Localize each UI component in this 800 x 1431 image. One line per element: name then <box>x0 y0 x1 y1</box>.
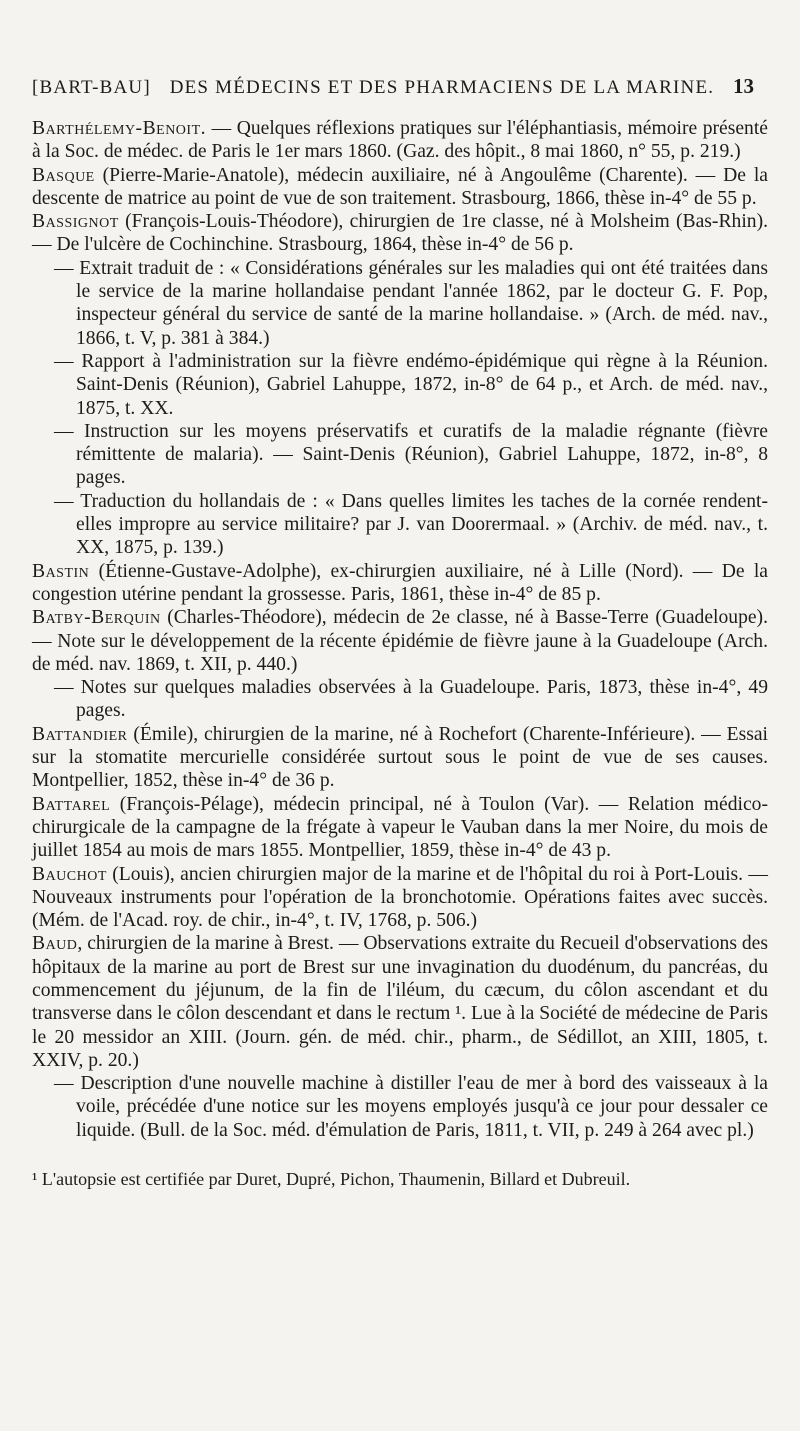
entry-text: (Louis), ancien chirurgien major de la marine et de l'hôpital du roi à Port-Louis. — Nouveaux instruments pour l'opération de la bronchotomie. Opérations faites avec succès. (Mém. de l'Acad. roy. de chir., in-4°, t. IV, 1768, p. 506.) <box>32 863 768 932</box>
bibliography-entry <box>32 863 768 933</box>
entry-text: (François-Pélage), médecin principal, né à Toulon (Var). — Relation médico-chirurgicale de la campagne de la frégate à vapeur le Vauban dans la mer Noire, du mois de juillet 1854 au mois de mars 1855. Montpellier, 1859, thèse in-4° de 43 p. <box>32 793 768 862</box>
entry-text: — Description d'une nouvelle machine à distiller l'eau de mer à bord des vaisseaux à la voile, précédée d'une notice sur les moyens employés jusqu'à ce jour pour dessaler ce liquide. (Bull. de la Soc. méd. d'émulation de Paris, 1811, t. VII, p. 249 à 264 avec pl.) <box>54 1073 768 1141</box>
entry-text: (Émile), chirurgien de la marine, né à Rochefort (Charente-Inférieure). — Essai sur la stomatite mercurielle considérée surtout sous le point de vue de ses causes. Montpellier, 1852, thèse in-4° de 36 p. <box>32 723 768 792</box>
entry-text: — Instruction sur les moyens préservatifs et curatifs de la maladie régnante (fièvre rémittente de malaria). — Saint-Denis (Réunion), Gabriel Lahuppe, 1872, in-8°, 8 pages. <box>54 420 768 489</box>
entry-text: (Pierre-Marie-Anatole), médecin auxiliaire, né à Angoulême (Charente). — De la descente de matrice au point de vue de son traitement. Strasbourg, 1866, thèse in-4° de 55 p. <box>32 164 768 209</box>
entry-headword: Barthélemy-Benoit. <box>32 118 207 139</box>
entry-headword: Bastin <box>32 560 90 582</box>
bibliography-entry <box>32 793 768 863</box>
bibliography-entry <box>32 606 768 676</box>
bibliography-entry <box>54 350 768 420</box>
bibliography-entry <box>54 676 768 723</box>
entry-text: (Étienne-Gustave-Adolphe), ex-chirurgien auxiliaire, né à Lille (Nord). — De la congestion utérine pendant la grossesse. Paris, 1861, thèse in-4° de 85 p. <box>32 560 768 605</box>
bibliography-entry <box>32 164 768 211</box>
running-head <box>32 74 768 99</box>
entry-headword: Battandier <box>32 723 128 745</box>
entry-text: — Rapport à l'administration sur la fièvre endémo-épidémique qui règne à la Réunion. Saint-Denis (Réunion), Gabriel Lahuppe, 1872, in-8° de 64 p., et Arch. de méd. nav., 1875, t. XX. <box>54 350 768 419</box>
entry-list <box>32 117 768 1142</box>
entry-headword: Bassignot <box>32 211 119 233</box>
bibliography-entry <box>54 257 768 350</box>
bibliography-entry <box>32 723 768 793</box>
footnote: ¹ L'autopsie est certifiée par Duret, Dupré, Pichon, Thaumenin, Billard et Dubreuil. <box>32 1169 631 1190</box>
entry-text: — Quelques réflexions pratiques sur l'éléphantiasis, mémoire présenté à la Soc. de médec. de Paris le 1er mars 1860. (Gaz. des hôpit., 8 mai 1860, n° 55, p. 219.) <box>32 118 768 163</box>
bibliography-entry <box>54 420 768 490</box>
bibliography-entry <box>32 117 768 164</box>
page-number: 13 <box>733 74 754 98</box>
bibliography-entry <box>54 490 768 560</box>
entry-headword: Bauchot <box>32 863 107 885</box>
bibliography-entry <box>32 210 768 257</box>
entry-text: (François-Louis-Théodore), chirurgien de 1re classe, né à Molsheim (Bas-Rhin). — De l'ulcère de Cochinchine. Strasbourg, 1864, thèse in-4° de 56 p. <box>32 211 768 256</box>
running-head-title: DES MÉDECINS ET DES PHARMACIENS DE LA MARINE. <box>169 77 715 98</box>
entry-text: — Traduction du hollandais de : « Dans quelles limites les taches de la cornée rendent-elles impropre au service militaire? par J. van Doorermaal. » (Archiv. de méd. nav., t. XX, 1875, p. 139.) <box>54 490 768 559</box>
entry-headword: Basque <box>32 164 95 186</box>
bibliography-entry <box>32 932 768 1072</box>
bibliography-entry <box>54 1072 768 1142</box>
entry-text: — Notes sur quelques maladies observées à la Guadeloupe. Paris, 1873, thèse in-4°, 49 pages. <box>54 677 768 722</box>
entry-text: (Charles-Théodore), médecin de 2e classe, né à Basse-Terre (Guadeloupe). — Note sur le développement de la récente épidémie de fièvre jaune à la Guadeloupe (Arch. de méd. nav. 1869, t. XII, p. 440.) <box>32 607 768 675</box>
entry-headword: Battarel <box>32 793 111 815</box>
entry-headword: Batby-Berquin <box>32 607 161 629</box>
bibliography-entry <box>32 560 768 607</box>
entry-text: — Extrait traduit de : « Considérations générales sur les maladies qui ont été traitées dans le service de la marine hollandaise pendant l'année 1862, par le docteur G. F. Pop, inspecteur général du service de santé de la marine hollandaise. » (Arch. de méd. nav., 1866, t. V, p. 381 à 384.) <box>54 257 768 349</box>
running-head-left: [BART-BAU] <box>32 77 151 98</box>
entry-text: , chirurgien de la marine à Brest. — Observations extraite du Recueil d'observations des hôpitaux de la marine au port de Brest sur une invagination du duodénum, du pancréas, du commencement du jéjunum, de la fin de l'iléum, du cæcum, du côlon ascendant et du transverse dans le côlon descendant et dans le rectum ¹. Lue à la Société de médecine de Paris le 20 messidor an XIII. (Journ. gén. de méd. chir., pharm., de Sédillot, an XIII, 1805, t. XXIV, p. 20.) <box>32 933 768 1071</box>
entry-headword: Baud <box>32 933 78 955</box>
